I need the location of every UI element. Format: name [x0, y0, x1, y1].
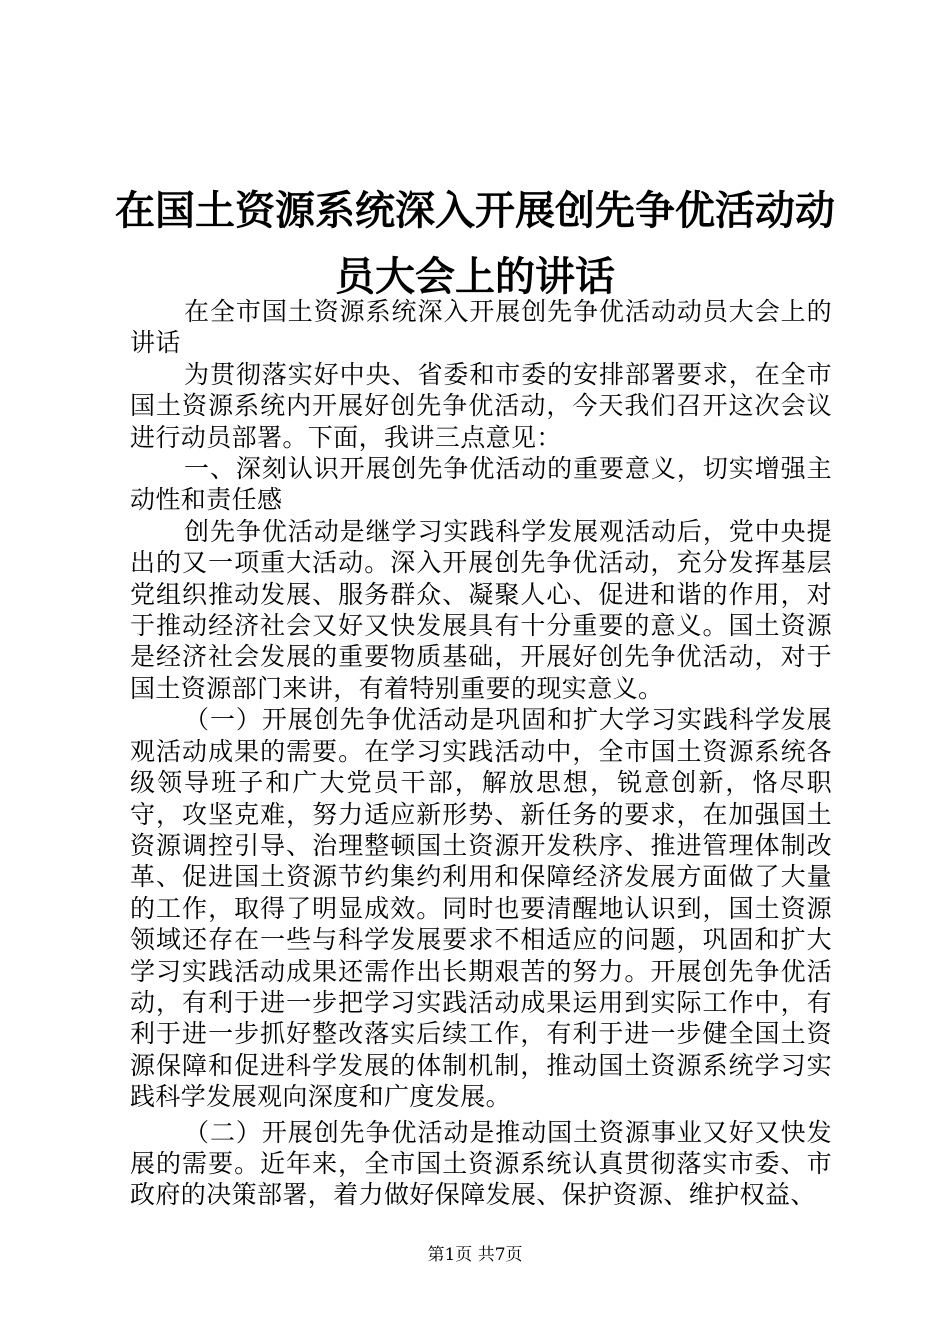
section-heading-1: 一、深刻认识开展创先争优活动的重要意义，切实增强主动性和责任感: [130, 454, 832, 515]
paragraph-heading-repeat: 在全市国土资源系统深入开展创先争优活动动员大会上的讲话: [130, 297, 832, 358]
document-body: [130, 296, 832, 1211]
paragraph-intro: 为贯彻落实好中央、省委和市委的安排部署要求，在全市国土资源系统内开展好创先争优活动，今天我们召开这次会议进行动员部署。下面，我讲三点意见：: [130, 359, 832, 452]
paragraph-significance: 创先争优活动是继学习实践科学发展观活动后，党中央提出的又一项重大活动。深入开展创先争优活动，充分发挥基层党组织推动发展、服务群众、凝聚人心、促进和谐的作用，对于推动经济社会又好又快发展具有十分重要的意义。国土资源是经济社会发展的重要物质基础，开展好创先争优活动，对于国土资源部门来讲，有着特别重要的现实意义。: [130, 516, 832, 703]
document-title: 在国土资源系统深入开展创先争优活动动员大会上的讲话: [115, 187, 835, 300]
page-number-footer: 第1页 共7页: [427, 1245, 523, 1265]
paragraph-point-2: （二）开展创先争优活动是推动国土资源事业又好又快发展的需要。近年来，全市国土资源系统认真贯彻落实市委、市政府的决策部署，着力做好保障发展、保护资源、维护权益、: [130, 1117, 832, 1210]
paragraph-point-1: （一）开展创先争优活动是巩固和扩大学习实践科学发展观活动成果的需要。在学习实践活动中，全市国土资源系统各级领导班子和广大党员干部，解放思想，锐意创新，恪尽职守，攻坚克难，努力适应新形势、新任务的要求，在加强国土资源调控引导、治理整顿国土资源开发秩序、推进管理体制改革、促进国土资源节约集约利用和保障经济发展方面做了大量的工作，取得了明显成效。同时也要清醒地认识到，国土资源领域还存在一些与科学发展要求不相适应的问题，巩固和扩大学习实践活动成果还需作出长期艰苦的努力。开展创先争优活动，有利于进一步把学习实践活动成果运用到实际工作中，有利于进一步抓好整改落实后续工作，有利于进一步健全国土资源保障和促进科学发展的体制机制，推动国土资源系统学习实践科学发展观向深度和广度发展。: [130, 705, 832, 1112]
